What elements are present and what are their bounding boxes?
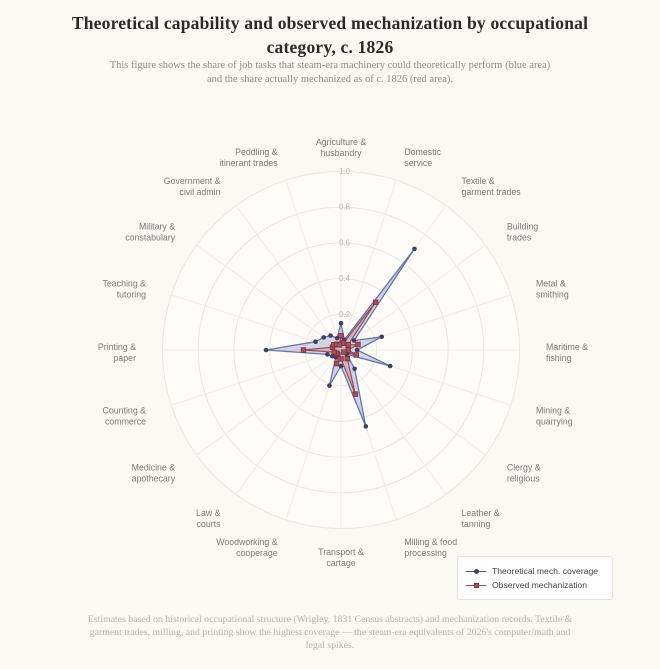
observed-point-building-trades[interactable] — [346, 342, 351, 347]
theoretical-series-marker-icon — [466, 566, 486, 576]
observed-point-mining-quarrying[interactable] — [354, 353, 359, 358]
axis-label-milling-food-processing: Milling & food — [404, 536, 458, 547]
axis-label-medicine-apothecary: apothecary — [131, 473, 176, 484]
axis-label-maritime-fishing: fishing — [546, 353, 572, 363]
axis-label-printing-paper: Printing & — [97, 342, 136, 352]
observed-point-agriculture-husbandry[interactable] — [339, 333, 344, 338]
radial-tick-label-0.8: 0.8 — [339, 202, 350, 212]
legend-label-observed: Observed mechanization — [492, 580, 588, 590]
radial-tick-label-0.2: 0.2 — [339, 309, 350, 319]
axis-label-mining-quarrying: Mining & — [535, 405, 571, 416]
footer-note-line3: legal spikes. — [305, 640, 355, 651]
axis-label-peddling-itinerant-trades: Peddling & — [235, 147, 278, 158]
observed-point-milling-food-processing[interactable] — [353, 392, 358, 397]
axis-label-building-trades: trades — [506, 232, 532, 243]
observed-point-transport-cartage[interactable] — [339, 357, 344, 362]
theoretical-point-metal-smithing[interactable] — [379, 334, 384, 339]
axis-label-leather-tanning: Leather & — [461, 507, 500, 518]
chart-title-line2: category, c. 1826 — [266, 37, 394, 57]
observed-point-metal-smithing[interactable] — [356, 342, 361, 347]
axis-label-leather-tanning: tanning — [461, 518, 491, 529]
chart-subtitle-line2: and the share actually mechanized as of c. 1826 (red area). — [206, 74, 454, 85]
axis-label-metal-smithing: Metal & — [535, 278, 566, 289]
axis-label-peddling-itinerant-trades: itinerant trades — [219, 158, 278, 169]
axis-label-transport-cartage: Transport & — [318, 547, 364, 557]
theoretical-point-printing-paper[interactable] — [264, 348, 269, 353]
observed-point-clergy-religious[interactable] — [342, 350, 347, 355]
radial-tick-label-1.0: 1.0 — [339, 167, 350, 176]
theoretical-point-mining-quarrying[interactable] — [388, 364, 393, 369]
axis-label-clergy-religious: religious — [506, 473, 540, 484]
legend-item-theoretical[interactable] — [466, 564, 604, 578]
axis-label-woodworking-cooperage: Woodworking & — [216, 536, 278, 547]
axis-label-teaching-tutoring: Teaching & — [102, 278, 147, 289]
observed-point-textile-garment-trades[interactable] — [373, 300, 378, 305]
axis-label-agriculture-husbandry: Agriculture & — [315, 137, 367, 147]
axis-label-law-courts: Law & — [196, 507, 221, 518]
axis-label-maritime-fishing: Maritime & — [546, 342, 589, 352]
theoretical-point-transport-cartage[interactable] — [339, 364, 344, 369]
legend — [457, 556, 613, 600]
theoretical-point-milling-food-processing[interactable] — [364, 424, 369, 429]
axis-label-law-courts: courts — [196, 518, 221, 529]
axis-label-teaching-tutoring: tutoring — [116, 289, 147, 300]
observed-point-woodworking-cooperage[interactable] — [334, 361, 339, 366]
observed-point-peddling-itinerant-trades[interactable] — [337, 343, 342, 348]
observed-series-marker-icon — [466, 580, 486, 590]
footer-note-line1: Estimates based on historical occupational structure (Wrigley, 1831 Census abstracts) and mechanization records. Textile & — [87, 614, 573, 625]
observed-point-printing-paper[interactable] — [301, 348, 306, 353]
axis-label-agriculture-husbandry: husbandry — [320, 148, 362, 158]
axis-label-domestic-service: service — [404, 158, 433, 169]
axis-label-counting-commerce: Counting & — [102, 405, 147, 416]
axis-label-metal-smithing: smithing — [535, 289, 569, 300]
theoretical-point-teaching-tutoring[interactable] — [313, 339, 318, 344]
theoretical-point-counting-commerce[interactable] — [325, 352, 330, 357]
axis-label-counting-commerce: commerce — [104, 416, 147, 427]
legend-label-theoretical: Theoretical mech. coverage — [492, 566, 599, 576]
radial-tick-label-0.4: 0.4 — [339, 274, 350, 284]
axis-label-clergy-religious: Clergy & — [506, 462, 541, 473]
theoretical-point-textile-garment-trades[interactable] — [412, 247, 417, 252]
axis-label-medicine-apothecary: Medicine & — [131, 462, 176, 473]
axis-label-building-trades: Building — [506, 221, 539, 232]
observed-point-counting-commerce[interactable] — [332, 350, 337, 355]
axis-label-government-civil-admin: civil admin — [179, 187, 221, 198]
chart-subtitle-line1: This figure shows the share of job tasks that steam-era machinery could theoretically perform (blue area) — [109, 60, 551, 71]
axis-label-milling-food-processing: processing — [404, 547, 447, 558]
theoretical-point-agriculture-husbandry[interactable] — [339, 321, 344, 326]
axis-label-military-constabulary: constabulary — [125, 232, 176, 243]
theoretical-point-leather-tanning[interactable] — [352, 366, 357, 371]
footer-note-line2: garment trades, milling, and printing show the highest coverage — the steam-era equivalents of 2026's computer/math and — [89, 627, 571, 638]
axis-label-textile-garment-trades: garment trades — [461, 187, 521, 198]
axis-label-domestic-service: Domestic — [404, 147, 442, 158]
axis-label-textile-garment-trades: Textile & — [461, 176, 495, 187]
theoretical-point-maritime-fishing[interactable] — [355, 348, 360, 353]
axis-label-government-civil-admin: Government & — [163, 176, 221, 187]
radial-tick-label-0.6: 0.6 — [339, 238, 350, 248]
axis-label-transport-cartage: cartage — [326, 558, 356, 568]
axis-label-printing-paper: paper — [113, 353, 136, 363]
axis-label-woodworking-cooperage: cooperage — [236, 547, 278, 558]
axis-label-military-constabulary: Military & — [138, 221, 176, 232]
legend-item-observed[interactable] — [466, 578, 604, 592]
observed-point-leather-tanning[interactable] — [345, 356, 350, 361]
chart-title-line1: Theoretical capability and observed mechanization by occupational — [71, 13, 589, 33]
theoretical-point-government-civil-admin[interactable] — [328, 333, 333, 338]
axis-label-mining-quarrying: quarrying — [535, 416, 573, 427]
theoretical-point-woodworking-cooperage[interactable] — [327, 383, 332, 388]
theoretical-point-military-constabulary[interactable] — [321, 335, 326, 340]
